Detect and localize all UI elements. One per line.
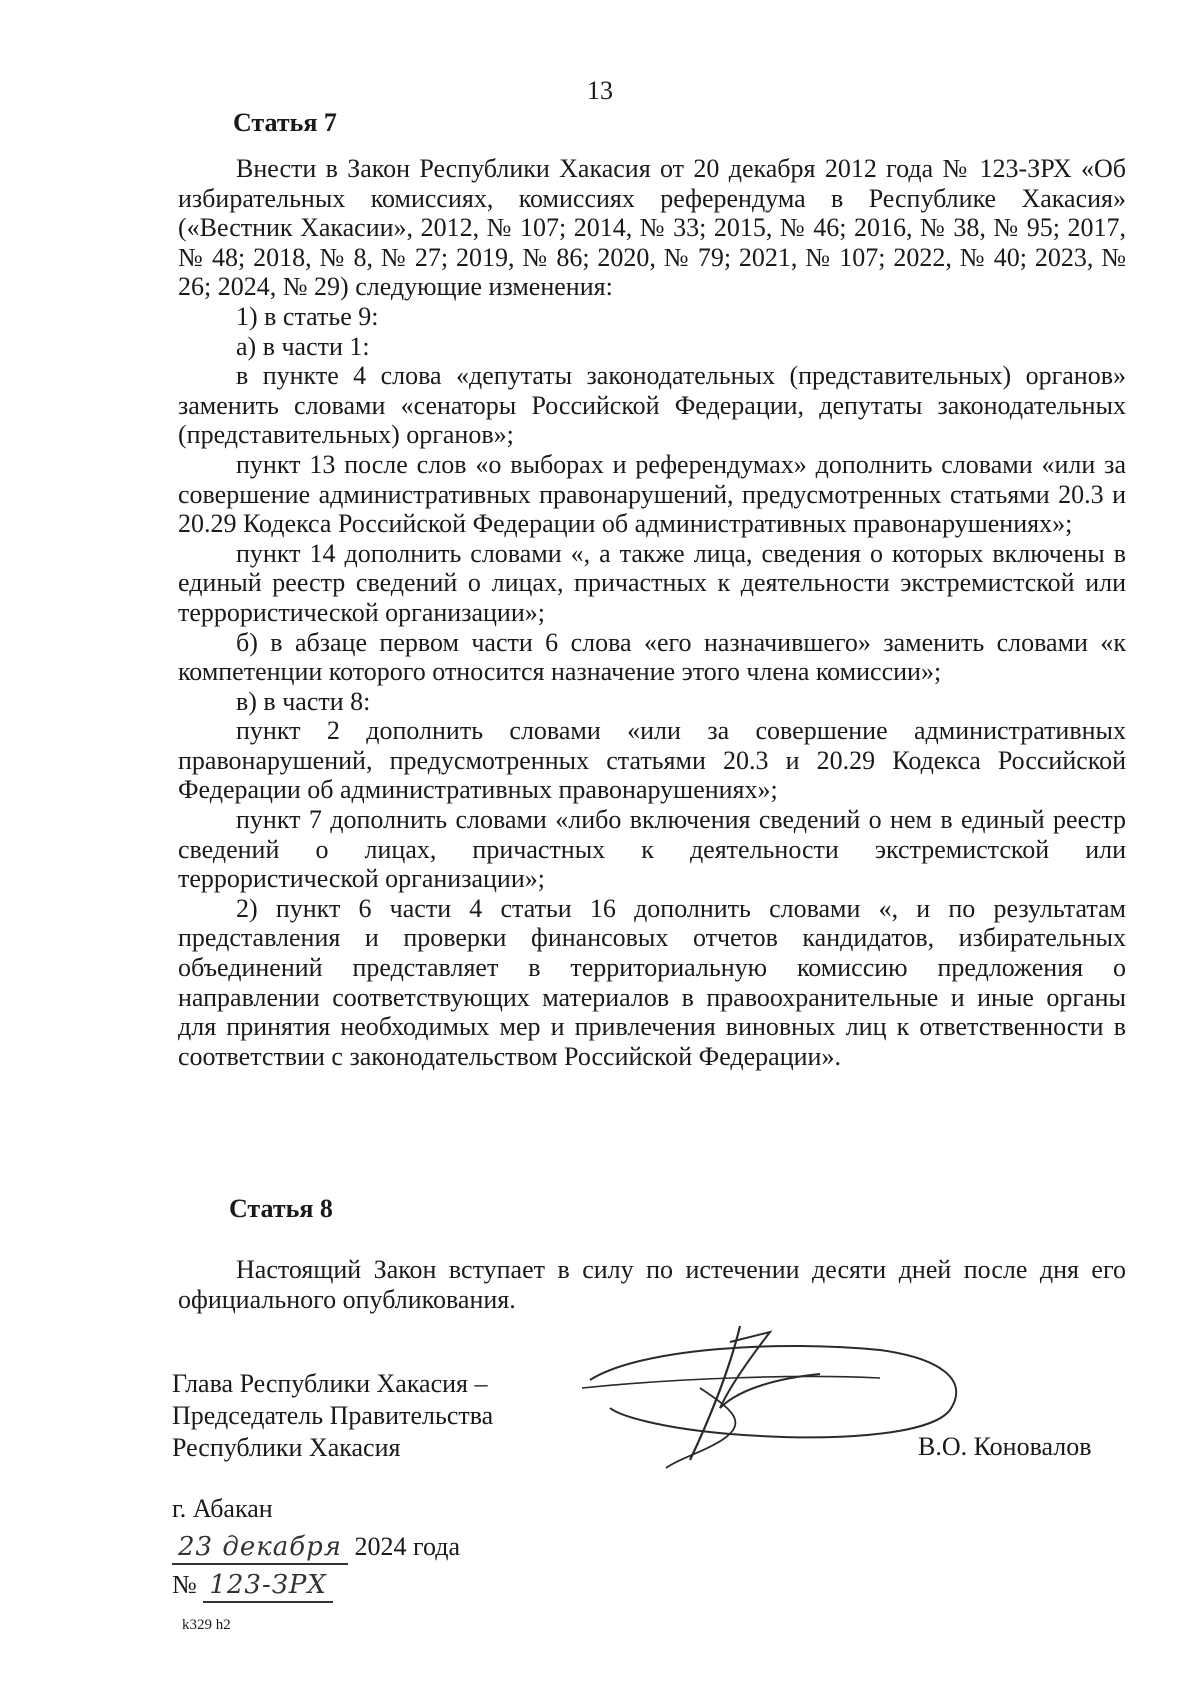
number-prefix: № xyxy=(172,1570,197,1599)
article-8-heading: Статья 8 xyxy=(229,1194,333,1223)
signatory-name: В.О. Коновалов xyxy=(918,1432,1092,1461)
paragraph: а) в части 1: xyxy=(236,331,370,361)
paragraph: в) в части 8: xyxy=(236,686,371,716)
paragraph: в пункте 4 слова «депутаты законодательных (представительных) органов» заменить словами «сенаторы Российской Федерации, депутаты законодательных (представительных) органов»; xyxy=(178,361,1126,450)
year: 2024 года xyxy=(354,1532,461,1561)
paragraph: Внести в Закон Республики Хакасия от 20 декабря 2012 года № 123-ЗРХ «Об избирательных комиссиях, комиссиях референдума в Республике Хакасия» («Вестник Хакасии», 2012, № 107; 2014, № 33; 2015, № 46; 2016, № 38, № 95; 2017, № 48; 2018, № 8, № 27; 2019, № 86; 2020, № 79; 2021, № 107; 2022, № 40; 2023, № 26; 2024, № 29) следующие изменения: xyxy=(178,154,1126,302)
place-and-date xyxy=(172,1493,460,1607)
article-7-body xyxy=(178,154,1126,1071)
number-line xyxy=(172,1569,460,1607)
date-line xyxy=(172,1531,460,1569)
signatory-title-line: Республики Хакасия xyxy=(172,1433,401,1462)
paragraph: пункт 13 после слов «о выборах и референдумах» дополнить словами «или за совершение административных правонарушений, предусмотренных статьями 20.3 и 20.29 Кодекса Российской Федерации об административных правонарушениях»; xyxy=(178,449,1126,539)
city-line xyxy=(172,1493,460,1531)
paragraph: б) в абзаце первом части 6 слова «его назначившего» заменить словами «к компетенции которого относится назначение этого члена комиссии»; xyxy=(178,627,1126,687)
footer-code: k329 h2 xyxy=(182,1617,231,1633)
handwritten-date: 23 декабря xyxy=(172,1531,348,1565)
paragraph: пункт 7 дополнить словами «либо включения сведений о нем в единый реестр сведений о лицах, причастных к деятельности экстремистской или террористической организации»; xyxy=(178,805,1126,894)
article-7-heading: Статья 7 xyxy=(233,108,337,137)
paragraph: 1) в статье 9: xyxy=(236,301,379,331)
signatory-title xyxy=(172,1368,493,1464)
paragraph: пункт 2 дополнить словами «или за совершение административных правонарушений, предусмотренных статьями 20.3 и 20.29 Кодекса Российской Федерации об административных правонарушениях»; xyxy=(178,716,1126,805)
handwritten-number: 123-ЗРХ xyxy=(203,1569,333,1603)
city: г. Абакан xyxy=(172,1494,273,1523)
handwritten-signature xyxy=(580,1318,970,1478)
signatory-title-line: Глава Республики Хакасия – xyxy=(172,1369,488,1398)
paragraph: 2) пункт 6 части 4 статьи 16 дополнить словами «, и по результатам представления и проверки финансовых отчетов кандидатов, избирательных объединений представляет в территориальную комиссию предложения о направлении соответствующих материалов в правоохранительные и иные органы для принятия необходимых мер и привлечения виновных лиц к ответственности в соответствии с законодательством Российской Федерации». xyxy=(178,893,1126,1071)
paragraph: Настоящий Закон вступает в силу по истечении десяти дней после дня его официального опубликования. xyxy=(178,1255,1126,1314)
article-8-body xyxy=(178,1255,1126,1314)
page-number: 13 xyxy=(587,76,613,105)
signatory-title-line: Председатель Правительства xyxy=(172,1401,494,1430)
paragraph: пункт 14 дополнить словами «, а также лица, сведения о которых включены в единый реестр сведений о лицах, причастных к деятельности экстремистской или террористической организации»; xyxy=(178,538,1126,627)
